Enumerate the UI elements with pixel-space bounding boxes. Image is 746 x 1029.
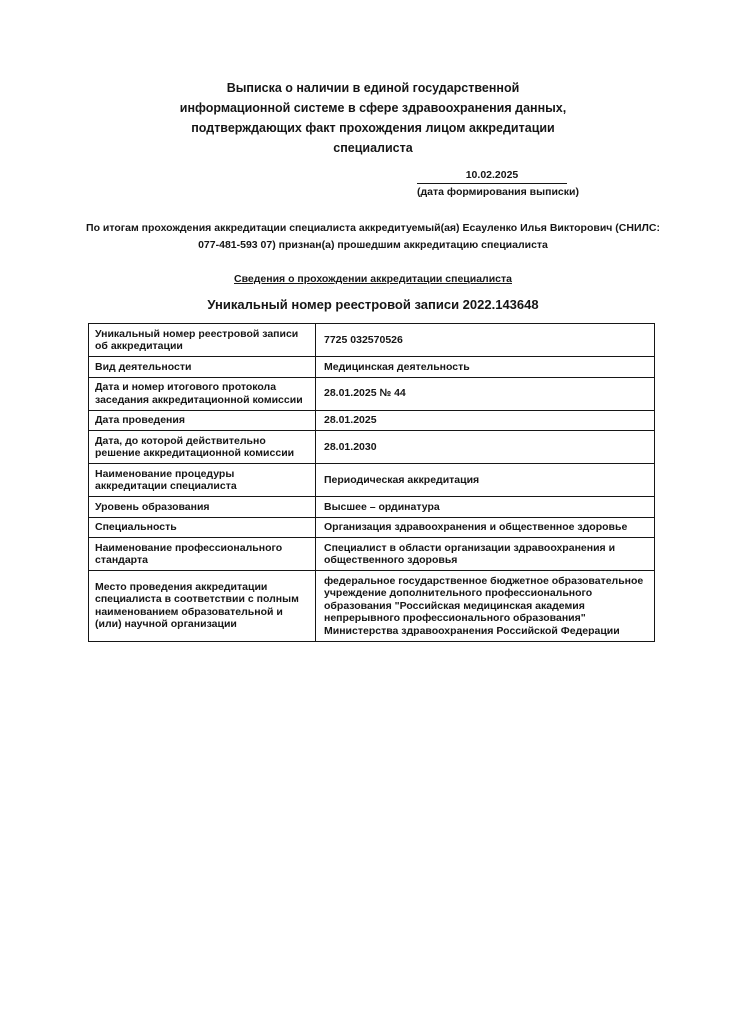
row-label: Дата проведения — [89, 410, 316, 431]
intro-paragraph: По итогам прохождения аккредитации специалиста аккредитуемый(ая) Есауленко Илья Викторович (СНИЛС: 077-481-593 07) признан(а) прошедшим аккредитацию специалиста — [86, 222, 660, 251]
section-header: Сведения о прохождении аккредитации специалиста — [234, 273, 512, 285]
table-row — [89, 517, 655, 538]
row-label: Специальность — [89, 517, 316, 538]
row-label: Место проведения аккредитации специалиста в соответствии с полным наименованием образовательной и (или) научной организации — [89, 571, 316, 642]
row-label: Дата, до которой действительно решение аккредитационной комиссии — [89, 431, 316, 464]
table-row — [89, 357, 655, 378]
extract-date-caption: (дата формирования выписки) — [417, 186, 579, 198]
table-row — [89, 464, 655, 497]
row-label: Уникальный номер реестровой записи об аккредитации — [89, 324, 316, 357]
extract-date: 10.02.2025 — [417, 168, 567, 184]
table-row — [89, 410, 655, 431]
registry-number-heading: Уникальный номер реестровой записи 2022.143648 — [207, 297, 539, 312]
table-row — [89, 324, 655, 357]
row-value: 28.01.2025 № 44 — [316, 377, 655, 410]
table-row — [89, 497, 655, 518]
table-row — [89, 571, 655, 642]
extract-date-block — [417, 168, 579, 199]
row-label: Уровень образования — [89, 497, 316, 518]
row-value: Специалист в области организации здравоохранения и общественного здоровья — [316, 538, 655, 571]
table-row — [89, 377, 655, 410]
row-label: Наименование профессионального стандарта — [89, 538, 316, 571]
table-row — [89, 431, 655, 464]
accreditation-table-body — [89, 324, 655, 642]
row-value: Организация здравоохранения и общественное здоровье — [316, 517, 655, 538]
row-value: Высшее – ординатура — [316, 497, 655, 518]
row-label: Дата и номер итогового протокола заседания аккредитационной комиссии — [89, 377, 316, 410]
row-value: 28.01.2030 — [316, 431, 655, 464]
row-value: федеральное государственное бюджетное образовательное учреждение дополнительного профессионального образования "Российская медицинская академия непрерывного профессионального образования" Министерства здравоохранения Российской Федерации — [316, 571, 655, 642]
accreditation-table — [88, 323, 655, 642]
row-label: Наименование процедуры аккредитации специалиста — [89, 464, 316, 497]
row-value: 28.01.2025 — [316, 410, 655, 431]
document-title: Выписка о наличии в единой государственной информационной системе в сфере здравоохранения данных, подтверждающих факт прохождения лицом аккредитации специалиста — [179, 81, 567, 155]
row-value: Медицинская деятельность — [316, 357, 655, 378]
table-row — [89, 538, 655, 571]
row-value: Периодическая аккредитация — [316, 464, 655, 497]
row-label: Вид деятельности — [89, 357, 316, 378]
row-value: 7725 032570526 — [316, 324, 655, 357]
